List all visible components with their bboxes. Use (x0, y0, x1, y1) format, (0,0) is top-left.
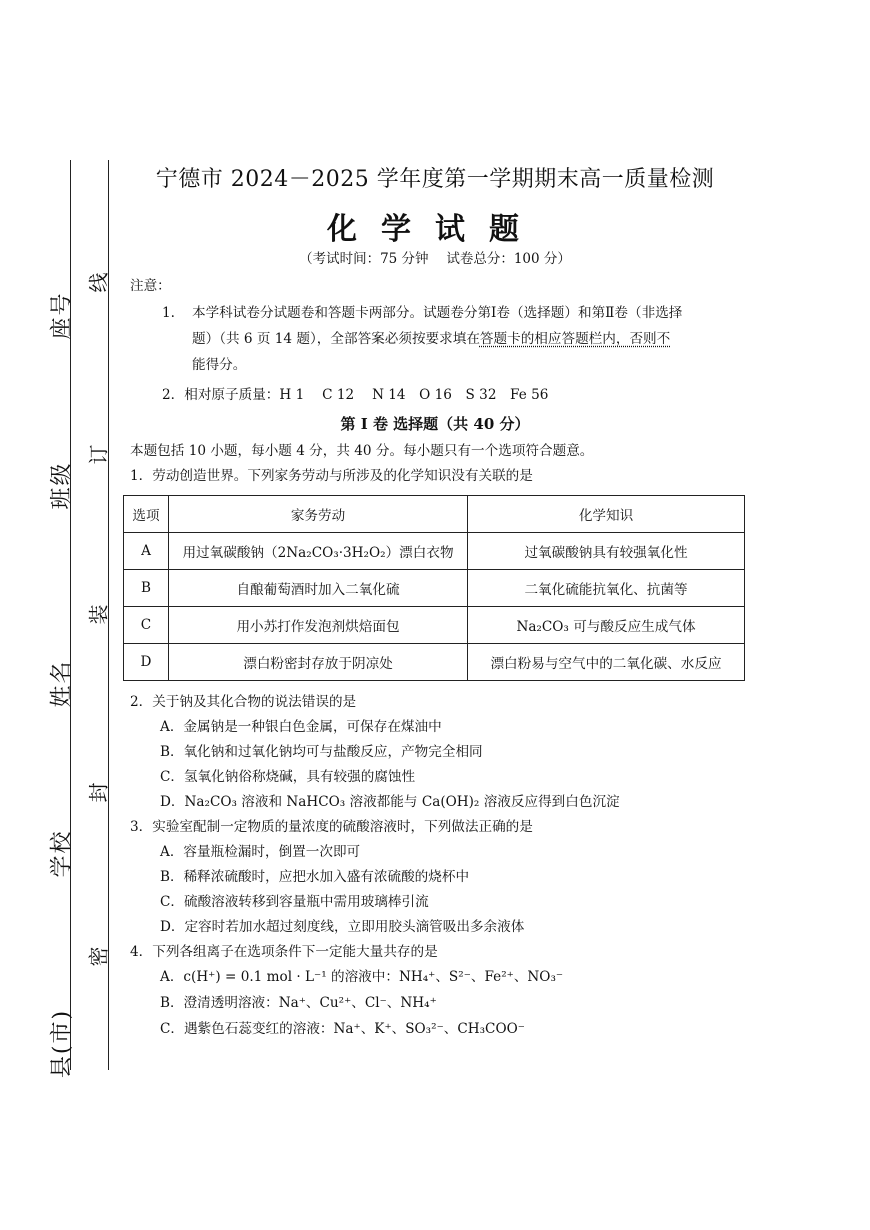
field-label-class: 班级 (49, 461, 75, 510)
header-knowledge: 化学知识 (468, 496, 745, 533)
field-label-name: 姓名 (49, 659, 75, 708)
cell-option: A (124, 533, 169, 570)
table-row (124, 533, 745, 570)
section-1-instruction: 本题包括 10 小题，每小题 4 分，共 40 分。每小题只有一个选项符合题意。 (130, 443, 594, 459)
cut-char-xian: 线 (86, 272, 111, 293)
note-1-emphasis: 答题卡的相应答题栏内，否则不 (479, 331, 671, 347)
q4-stem: 4．下列各组离子在选项条件下一定能大量共存的是 (130, 944, 438, 960)
field-label-county: 县(市) (49, 1008, 75, 1079)
table-row (124, 644, 745, 681)
field-label-seat: 座号 (49, 291, 75, 340)
q2-option-d: D．Na₂CO₃ 溶液和 NaHCO₃ 溶液都能与 Ca(OH)₂ 溶液反应得到白色沉淀 (160, 794, 620, 810)
q3-option-c: C．硫酸溶液转移到容量瓶中需用玻璃棒引流 (160, 894, 429, 910)
cell-option: C (124, 607, 169, 644)
note-1-line-1: 本学科试卷分试题卷和答题卡两部分。试题卷分第Ⅰ卷（选择题）和第Ⅱ卷（非选择 (192, 305, 683, 321)
field-label-school: 学校 (49, 829, 75, 878)
q2-option-b: B．氧化钠和过氧化钠均可与盐酸反应，产物完全相同 (160, 744, 483, 760)
cell-labor: 自酿葡萄酒时加入二氧化硫 (169, 570, 468, 607)
q3-option-a: A．容量瓶检漏时，倒置一次即可 (160, 844, 361, 860)
q3-stem: 3．实验室配制一定物质的量浓度的硫酸溶液时，下列做法正确的是 (130, 819, 533, 835)
cut-char-feng: 封 (86, 782, 111, 803)
q3-option-b: B．稀释浓硫酸时，应把水加入盛有浓硫酸的烧杯中 (160, 869, 470, 885)
cell-option: B (124, 570, 169, 607)
cut-char-zhuang: 装 (86, 604, 111, 625)
q1-stem: 1．劳动创造世界。下列家务劳动与所涉及的化学知识没有关联的是 (130, 468, 533, 484)
cut-char-ding: 订 (86, 444, 111, 465)
cell-option: D (124, 644, 169, 681)
header-option: 选项 (124, 496, 169, 533)
notes-label: 注意： (130, 278, 171, 294)
cell-labor: 漂白粉密封存放于阴凉处 (169, 644, 468, 681)
note-1-line-2-text: 题）（共 6 页 14 题），全部答案必须按要求填在 (192, 331, 480, 347)
q4-option-a: A．c(H⁺) = 0.1 mol · L⁻¹ 的溶液中：NH₄⁺、S²⁻、Fe²⁺、NO₃⁻ (160, 969, 564, 985)
subject-title: 化学试题 (327, 212, 543, 247)
q2-option-a: A．金属钠是一种银白色金属，可保存在煤油中 (160, 719, 442, 735)
section-1-title: 第 I 卷 选择题（共 40 分） (340, 415, 530, 433)
note-1-line-3: 能得分。 (192, 357, 247, 373)
q1-table (123, 495, 745, 681)
table-row (124, 607, 745, 644)
cell-knowledge: 漂白粉易与空气中的二氧化碳、水反应 (468, 644, 745, 681)
cell-labor: 用过氧碳酸钠（2Na₂CO₃·3H₂O₂）漂白衣物 (169, 533, 468, 570)
note-2: 2．相对原子质量：H 1 C 12 N 14 O 16 S 32 Fe 56 (162, 387, 549, 403)
exam-title: 宁德市 2024－2025 学年度第一学期期末高一质量检测 (155, 167, 715, 192)
q3-option-d: D．定容时若加水超过刻度线，立即用胶头滴管吸出多余液体 (160, 919, 525, 935)
q4-option-b: B．澄清透明溶液：Na⁺、Cu²⁺、Cl⁻、NH₄⁺ (160, 995, 437, 1011)
q2-stem: 2．关于钠及其化合物的说法错误的是 (130, 694, 357, 710)
q4-option-c: C．遇紫色石蕊变红的溶液：Na⁺、K⁺、SO₃²⁻、CH₃COO⁻ (160, 1021, 525, 1037)
table-row (124, 570, 745, 607)
cell-knowledge: 过氧碳酸钠具有较强氧化性 (468, 533, 745, 570)
note-1-number: 1. (162, 305, 175, 321)
cell-knowledge: 二氧化硫能抗氧化、抗菌等 (468, 570, 745, 607)
exam-info: （考试时间：75 分钟 试卷总分：100 分） (299, 251, 571, 267)
cell-labor: 用小苏打作发泡剂烘焙面包 (169, 607, 468, 644)
q2-option-c: C．氢氧化钠俗称烧碱，具有较强的腐蚀性 (160, 769, 416, 785)
table-header-row (124, 496, 745, 533)
note-1-line-2 (192, 329, 670, 349)
header-labor: 家务劳动 (169, 496, 468, 533)
cell-knowledge: Na₂CO₃ 可与酸反应生成气体 (468, 607, 745, 644)
cut-char-mi: 密 (86, 946, 111, 967)
